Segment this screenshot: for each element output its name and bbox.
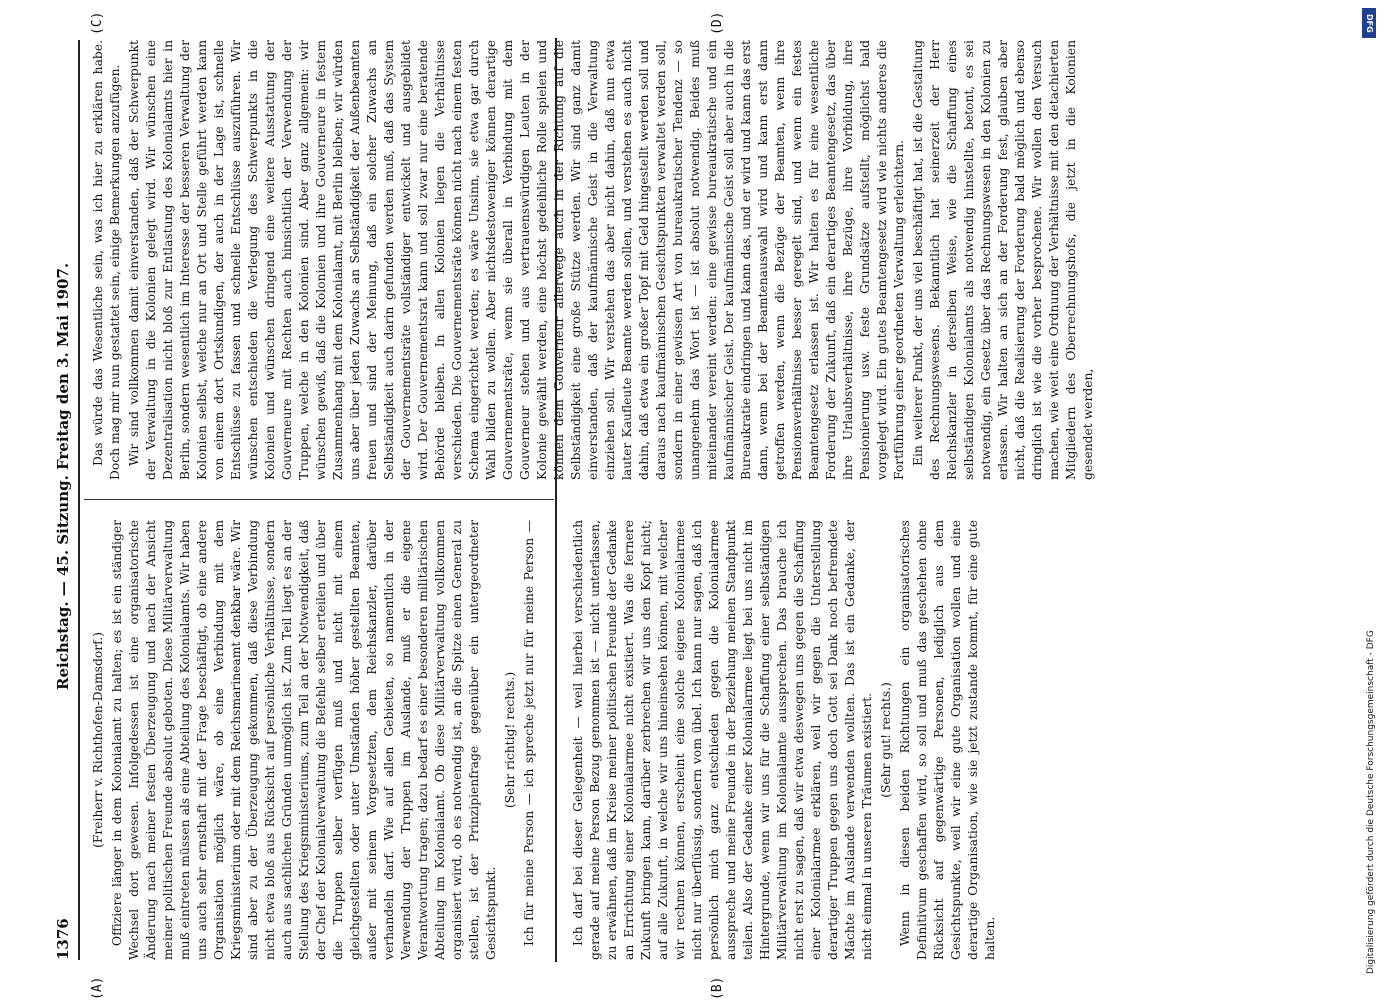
dfg-logo: DFG [1362,8,1376,38]
header-left-title: Reichstag. — 45. Sitzung. [54,475,72,690]
page-header [50,40,80,960]
right-column [90,40,1330,480]
column-divider [84,499,554,500]
speaker-line: (Freiherr v. Richthofen-Damsdorf.) [91,632,105,848]
paragraph: Das würde das Wesentliche sein, was ich hier zu erklären habe. Doch mag mir nun gestattet sein, einige Bemerkungen anzufügen. [91,40,122,480]
rotated-page-content [50,11,1340,1000]
interjection: (Sehr gut! rechts.) [879,682,893,798]
paragraph: Wenn in diesen beiden Richtungen ein organisatorisches Definitivum geschaffen wird, so soll und muß das geschehen ohne Rücksicht auf gegenwärtige Personen, lediglich aus dem Gesichtspunkte, weil wir eine gute Organisation wollen und eine derartige Organisation, wie sie jetzt zustande kommt, für eine gute halten. [898,520,997,960]
paragraph: Ein weiterer Punkt, der uns viel beschäftigt hat, ist die Gestaltung des Rechnungswesens. Bekanntlich hat seinerzeit der Herr Reichskanzler in derselben Weise, wie die Schaffung eines selbständigen Kolonialamts als notwendig hinstellte, betont, es sei notwendig, ein Gesetz über das Rechnungswesen in den Kolonien zu erlassen. Wir halten an sich an der Forderung fest, glauben aber nicht, daß die Realisierung der Forderung bald möglich und ebenso dringlich ist wie die vorher besprochene. Wir wollen den Versuch machen, wie weit eine Ordnung der Verhältnisse mit den detachierten Mitgliedern des Oberrechnungshofs, die jetzt in die Kolonien gesendet werden, [911,40,1095,480]
margin-label-c: (C) [90,11,105,35]
margin-label-a: (A) [90,976,105,1000]
digitization-credit: Digitalisierung gefördert durch die Deutsche Forschungsgemeinschaft - DFG [1366,630,1376,974]
paragraph: Wir sind vollkommen damit einverstanden, daß der Schwerpunkt der Verwaltung in die Kolonien gelegt wird. Wir wünschen eine Dezentralisation nicht bloß zur Entlastung des Kolonialamts hier in Berlin, sondern wesentlich im Interesse der besseren Verwaltung der Kolonien selbst, welche nur an Ort und Stelle geführt werden kann von einem dort Ortskundigen, der auch in der Lage ist, schnelle Entschlüsse zu fassen und schnelle Entschlüsse auszuführen. Wir wünschen entschieden die Verlegung des Schwerpunkts in die Kolonien und wünschen dringend eine weitere Ausstattung der Gouverneure mit Rechten auch hinsichtlich der Verwendung der Truppen, welche in den Kolonien sind. Aber ganz allgemein: wir wünschen gewiß, daß die Kolonien und ihre Gouverneure in festem Zusammenhang mit dem Kolonialamt, mit Berlin bleiben; wir würden uns aber über jeden Zuwachs an Selbständigkeit der Außenbeamten freuen und sind der Meinung, daß ein solcher Zuwachs an Selbständigkeit auch darin gefunden werden muß, daß das System der Gouvernementsräte vollständiger entwickelt und ausgebildet wird. Der Gouvernementsrat kann und soll zwar nur eine beratende Behörde bleiben. In allen Kolonien liegen die Verhältnisse verschieden. Die Gouvernementsräte können nicht nach einem festen Schema eingerichtet werden; es wäre Unsinn, sie etwa gar durch Wahl bilden zu wollen. Aber nichtsdestoweniger können derartige Gouvernementsräte, wenn sie überall in Verbindung mit dem Gouverneur stehen und aus vertrauenswürdigen Leuten in der Kolonie gewählt werden, eine höchst gedeihliche Rolle spielen und können dem Gouverneur allerwege auch in der Richtung auf die Selbständigkeit eine große Stütze werden. Wir sind ganz damit einverstanden, daß der kaufmännische Geist in die Verwaltung einziehen soll. Wir verstehen das aber nicht dahin, daß nun etwa lauter Kaufleute Beamte werden sollen, und verstehen es auch nicht dahin, daß etwa ein großer Topf mit Geld hingestellt werden soll und daraus nach kaufmännischen Gesichtspunkten verwaltet werden soll, sondern in einer gewissen Art von bureaukratischer Tendenz — so unangenehm das Wort ist — ist absolut notwendig. Beides muß miteinander vereint werden: eine gewisse bureaukratische und ein kaufmännischer Geist. Der kaufmännische Geist soll aber auch in die Bureaukratie eindringen und kann das, und er wird und kann das erst dann, wenn bei der Beamtenauswahl wird und kann erst dann getroffen werden, wenn die Bezüge der Beamten, wenn ihre Pensionsverhältnisse besser geregelt sind, und wenn ein festes Beamtengesetz erlassen ist. Wir halten es für eine wesentliche Forderung der Zukunft, daß ein derartiges Beamtengesetz, das über ihre Urlaubsverhältnisse, ihre Bezüge, ihre Vorbildung, ihre Pensionierung usw. feste Grundsätze aufstellt, möglichst bald vorgelegt wird. Ein gutes Beamtengesetz wird wie nichts anderes die Fortführung einer geordneten Verwaltung erleichtern. [127,40,906,480]
page-number: 1376 [54,918,72,960]
left-column [90,520,540,960]
margin-label-d: (D) [710,11,725,35]
paragraph: Ich für meine Person — ich spreche jetzt nur für meine Person — [522,520,536,946]
left-lower-column [570,520,1330,960]
paragraph: Offiziere länger in dem Kolonialamt zu halten; es ist ein ständiger Wechsel dort gewesen. Infolgedessen ist eine organisatorische Änderung nach meiner festen Überzeugung und nach der Ansicht meiner politischen Freunde absolut geboten. Diese Militärverwaltung muß eintreten müssen als eine Abteilung des Kolonialamts. Wir haben uns auch sehr ernsthaft mit der Frage beschäftigt, ob eine andere Organisation möglich wäre, ob eine Verbindung mit dem Kriegsministerium oder mit dem Reichsmarineamt denkbar wäre. Wir sind aber zu der Überzeugung gekommen, daß diese Verbindung nicht etwa bloß aus Rücksicht auf persönliche Verhältnisse, sondern auch aus sachlichen Gründen unmöglich ist. Zum Teil liegt es an der Stellung des Kriegsministeriums, zum Teil an der Notwendigkeit, daß der Chef der Kolonialverwaltung die Befehle selber erteilen und über die Truppen selber verfügen muß und nicht mit einem gleichgestellten oder unter Umständen höher gestellten Beamten, außer mit seinem Vorgesetzten, dem Reichskanzler, darüber verhandeln darf. Wie auf allen Gebieten, so namentlich in der Verwendung der Truppen im Auslande, muß er die eigene Verantwortung tragen; dazu bedarf es einer besonderen militärischen Abteilung im Kolonialamt. Ob diese Militärverwaltung vollkommen organisiert wird, ob es notwendig ist, an die Spitze einen General zu stellen, ist der Prinzipienfrage gegenüber ein untergeordneter Gesichtspunkt. [110,520,498,960]
header-right-title: Freitag den 3. Mai 1907. [54,262,72,470]
margin-label-b: (B) [710,976,725,1000]
interjection: (Sehr richtig! rechts.) [503,671,517,809]
paragraph: Ich darf bei dieser Gelegenheit — weil hierbei verschiedentlich gerade auf meine Person Bezug genommen ist — nicht unterlassen, zu erwähnen, daß im Kreise meiner politischen Freunde der Gedanke an Errichtung einer Kolonialarmee nicht existiert. Was die fernere Zukunft bringen kann, darüber zerbrechen wir uns den Kopf nicht; auf alle Zukunft, in welche wir uns hineinsehen können, mit welcher wir rechnen können, erscheint eine solche eigene Kolonialarmee nicht nur überflüssig, sondern vom übel. Ich kann nur sagen, daß ich persönlich mich ganz entschieden gegen die Kolonialarmee ausspreche und meine Freunde in der Beziehung meinen Standpunkt teilen. Also der Gedanke einer Kolonialarmee liegt bei uns nicht im Hintergrunde, wenn wir uns für die Schaffung einer selbständigen Militärverwaltung im Kolonialamte aussprechen. Das brauche ich nicht erst zu sagen, daß wir etwa deswegen uns gegen die Schaffung einer Kolonialarmee erklären, weil wir gegen die Unterstellung derartiger Truppen gegen uns doch Gott sei Dank noch befremdete Mächte im Auslande verwenden wollten. Das ist ein Gedanke, der nicht einmal in unseren Träumen existiert. [571,520,874,960]
